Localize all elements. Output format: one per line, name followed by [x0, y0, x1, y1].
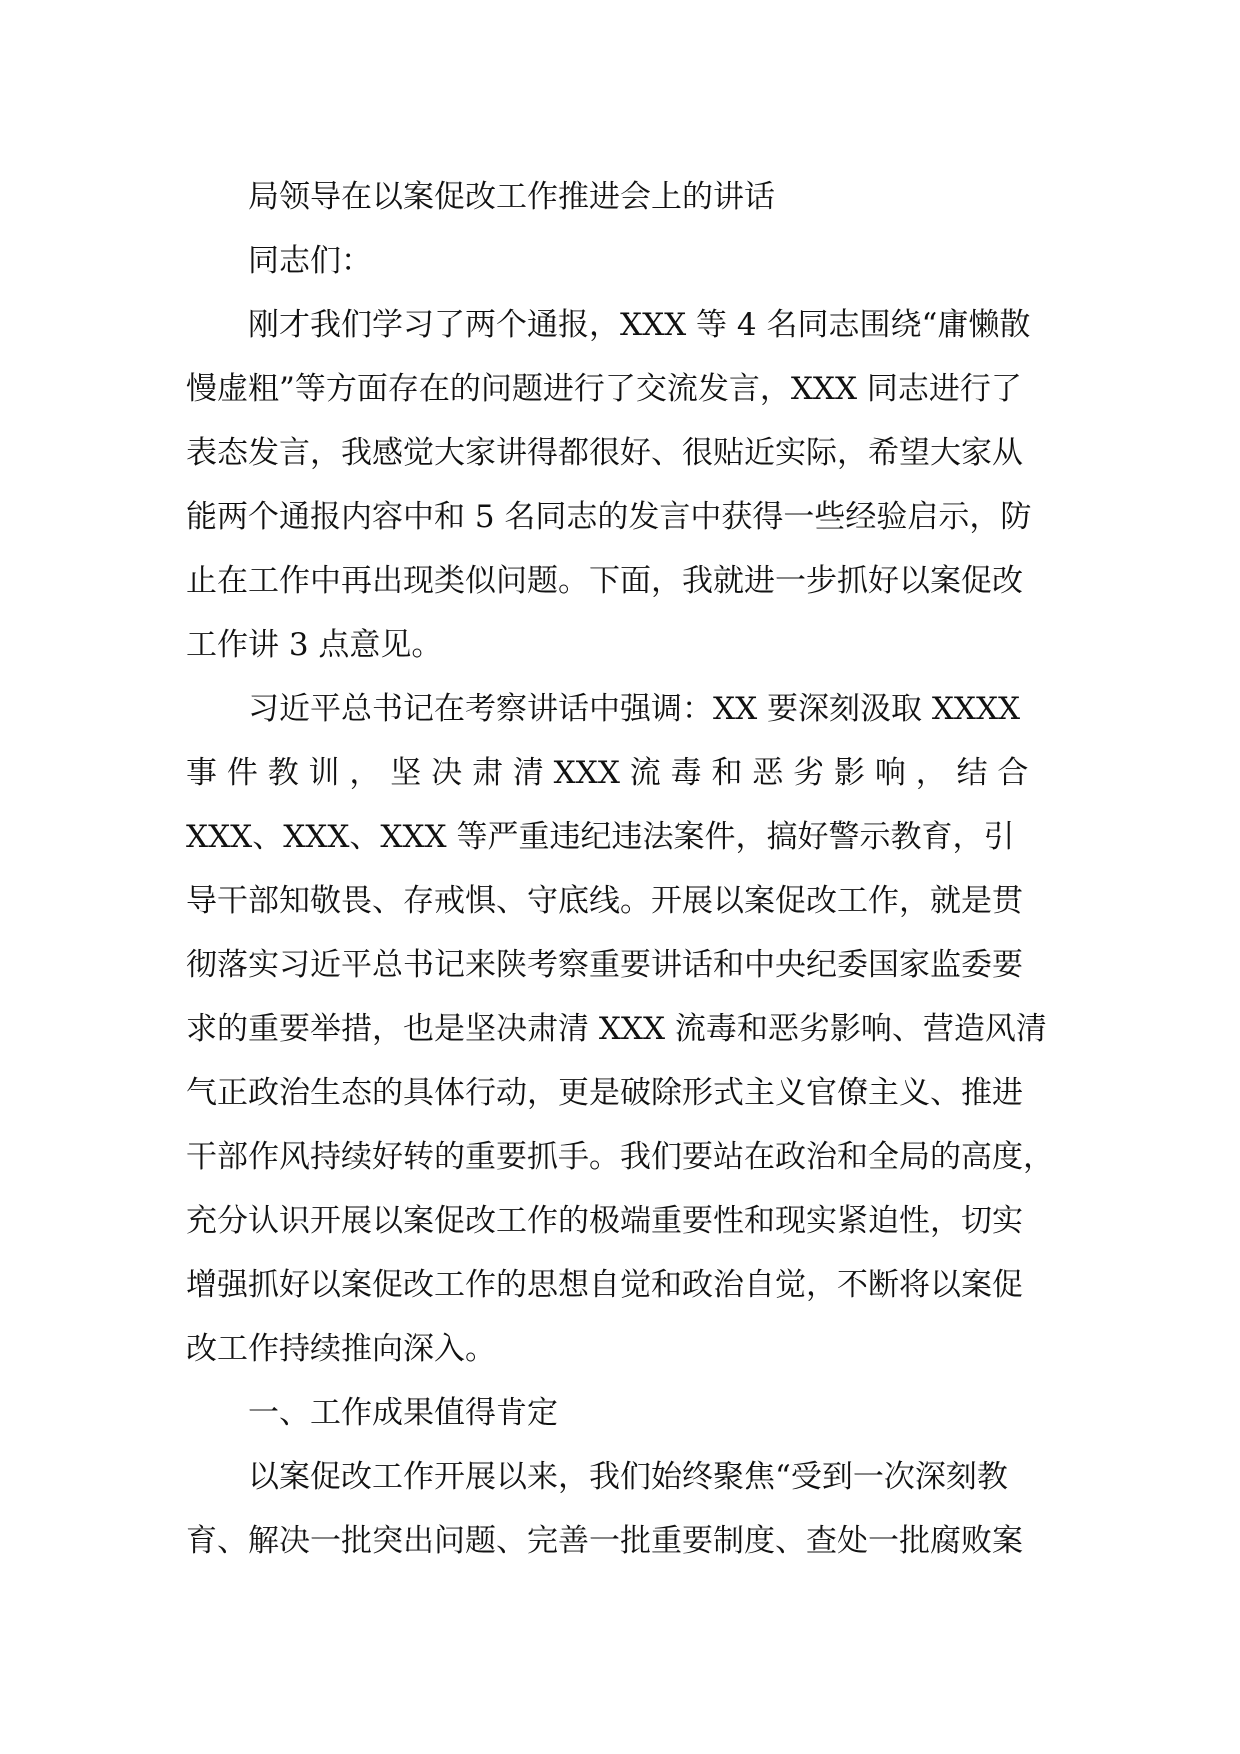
paragraph-line: 止在工作中再出现类似问题。下面，我就进一步抓好以案促改 — [186, 563, 1023, 599]
paragraph-1 — [186, 293, 1054, 677]
paragraph-line: 习近平总书记在考察讲话中强调：XX 要深刻汲取 XXXX — [248, 691, 1021, 727]
paragraph-line: 彻落实习近平总书记来陕考察重要讲话和中央纪委国家监委要 — [186, 947, 1023, 983]
paragraph-line: 改工作持续推向深入。 — [186, 1331, 496, 1367]
paragraph-3 — [186, 1445, 1054, 1573]
paragraph-line: 以案促改工作开展以来，我们始终聚焦“受到一次深刻教 — [248, 1459, 1008, 1495]
paragraph-line: 表态发言，我感觉大家讲得都很好、很贴近实际，希望大家从 — [186, 435, 1023, 471]
paragraph-line: 工作讲 3 点意见。 — [186, 627, 443, 663]
paragraph-line: 气正政治生态的具体行动，更是破除形式主义官僚主义、推进 — [186, 1075, 1023, 1111]
paragraph-2 — [186, 677, 1054, 1381]
salutation: 同志们： — [248, 243, 372, 279]
paragraph-line: 求的重要举措，也是坚决肃清 XXX 流毒和恶劣影响、营造风清 — [186, 1011, 1047, 1047]
paragraph-line: 能两个通报内容中和 5 名同志的发言中获得一些经验启示，防 — [186, 499, 1032, 535]
document-title: 局领导在以案促改工作推进会上的讲话 — [248, 179, 775, 215]
section-heading: 一、工作成果值得肯定 — [248, 1395, 558, 1431]
paragraph-line: 刚才我们学习了两个通报，XXX 等 4 名同志围绕“庸懒散 — [248, 307, 1031, 343]
paragraph-line: XXX、XXX、XXX 等严重违纪违法案件，搞好警示教育，引 — [186, 819, 1015, 855]
paragraph-line: 事 件 教 训 ， 坚 决 肃 清 XXX 流 毒 和 恶 劣 影 响 ， 结 合 — [186, 755, 1029, 791]
paragraph-line: 干部作风持续好转的重要抓手。我们要站在政治和全局的高度， — [186, 1139, 1054, 1175]
paragraph-line: 增强抓好以案促改工作的思想自觉和政治自觉，不断将以案促 — [186, 1267, 1023, 1303]
document-body — [186, 165, 1054, 1573]
paragraph-line: 慢虚粗”等方面存在的问题进行了交流发言，XXX 同志进行了 — [186, 371, 1022, 407]
paragraph-line: 充分认识开展以案促改工作的极端重要性和现实紧迫性，切实 — [186, 1203, 1023, 1239]
paragraph-line: 育、解决一批突出问题、完善一批重要制度、查处一批腐败案 — [186, 1523, 1023, 1559]
paragraph-line: 导干部知敬畏、存戒惧、守底线。开展以案促改工作，就是贯 — [186, 883, 1023, 919]
